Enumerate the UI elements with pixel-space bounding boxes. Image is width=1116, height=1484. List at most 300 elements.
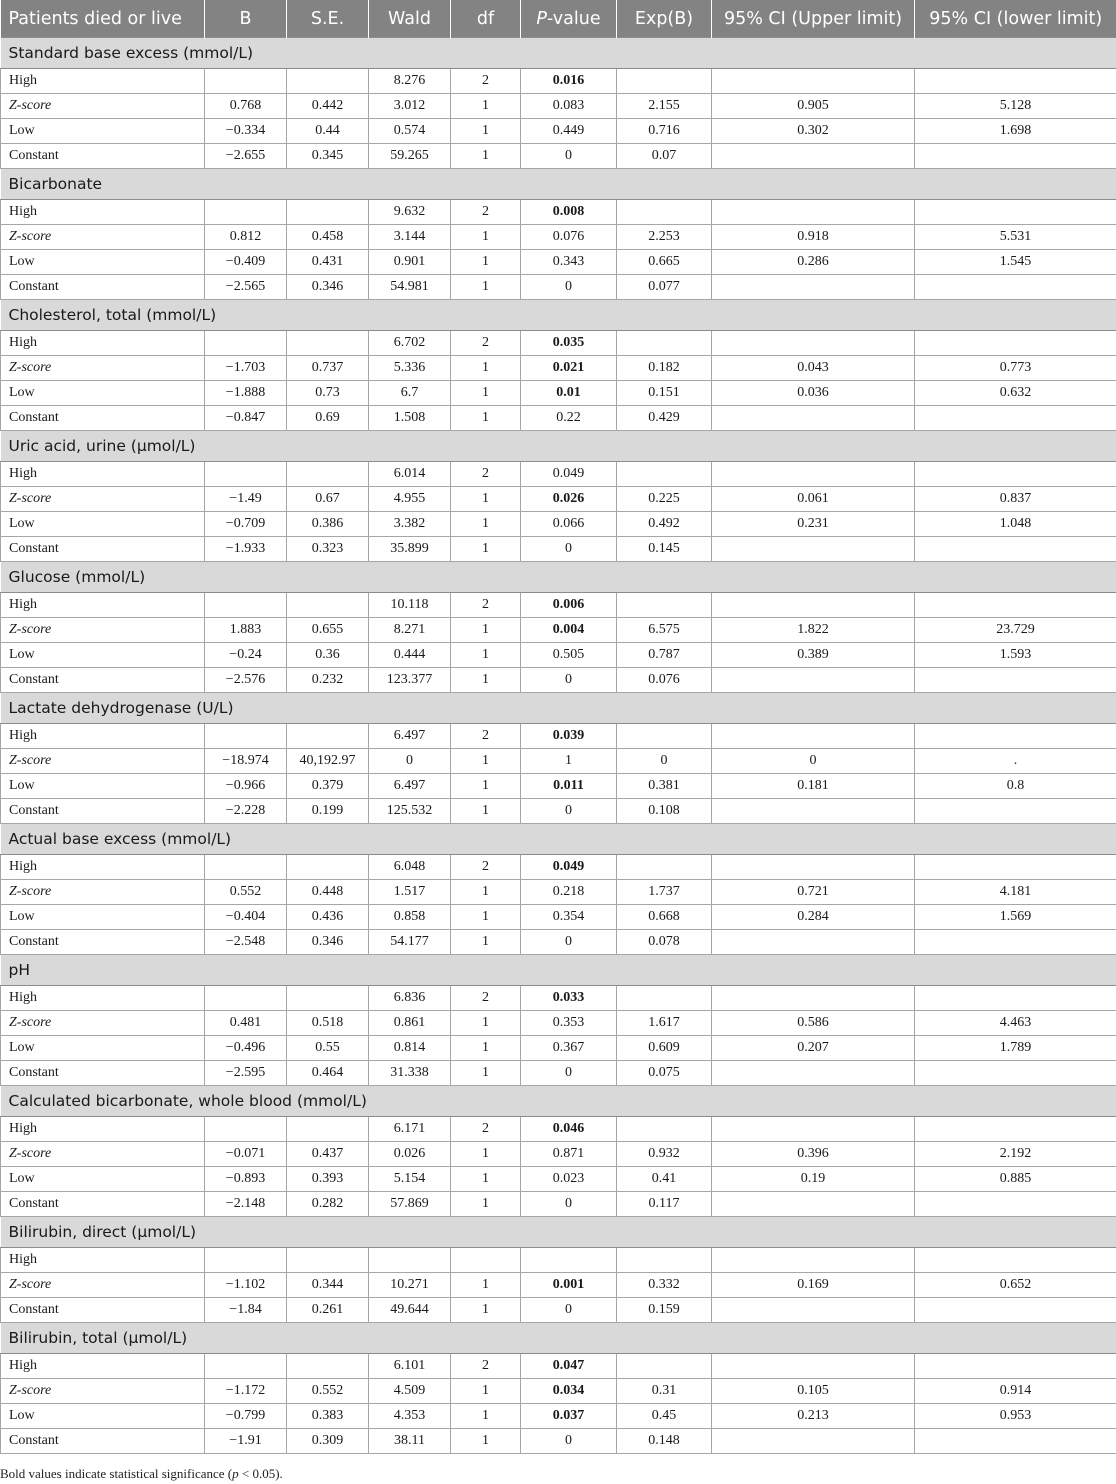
cell-df: 1: [451, 1404, 521, 1429]
cell-p: 0.021: [521, 356, 617, 381]
cell-ci-lower: [915, 930, 1116, 955]
cell-ci-upper: 0.181: [712, 774, 915, 799]
cell-wald: 6.497: [369, 774, 451, 799]
cell-wald: 0.858: [369, 905, 451, 930]
table-row: [1, 1429, 1116, 1454]
cell-se: [287, 462, 369, 487]
cell-expb: 0.076: [617, 668, 712, 693]
cell-ci-upper: [712, 144, 915, 169]
cell-wald: 5.154: [369, 1167, 451, 1192]
cell-ci-lower: [915, 275, 1116, 300]
row-label: Constant: [1, 537, 205, 562]
cell-df: 1: [451, 774, 521, 799]
table-row: [1, 618, 1116, 643]
section-header-row: [1, 1323, 1116, 1354]
cell-ci-lower: [915, 1117, 1116, 1142]
cell-se: [287, 593, 369, 618]
row-label: Z-score: [1, 880, 205, 905]
cell-p: 0.218: [521, 880, 617, 905]
cell-ci-lower: [915, 331, 1116, 356]
cell-df: 1: [451, 487, 521, 512]
cell-b: [205, 462, 287, 487]
row-label: Low: [1, 119, 205, 144]
cell-expb: [617, 593, 712, 618]
section-title: Calculated bicarbonate, whole blood (mmol/L): [1, 1086, 1116, 1117]
cell-ci-lower: [915, 200, 1116, 225]
cell-ci-upper: 0.586: [712, 1011, 915, 1036]
cell-wald: 6.171: [369, 1117, 451, 1142]
cell-p: 0: [521, 1192, 617, 1217]
cell-wald: 6.101: [369, 1354, 451, 1379]
cell-wald: 57.869: [369, 1192, 451, 1217]
row-label: Constant: [1, 1061, 205, 1086]
cell-se: 0.431: [287, 250, 369, 275]
cell-p: 0.083: [521, 94, 617, 119]
cell-wald: 10.118: [369, 593, 451, 618]
cell-ci-lower: [915, 406, 1116, 431]
cell-p: 0.871: [521, 1142, 617, 1167]
cell-se: 0.323: [287, 537, 369, 562]
table-row: [1, 1273, 1116, 1298]
table-row: [1, 1167, 1116, 1192]
cell-expb: 0.108: [617, 799, 712, 824]
cell-expb: [617, 462, 712, 487]
table-row: [1, 1011, 1116, 1036]
section-title: pH: [1, 955, 1116, 986]
cell-df: 1: [451, 381, 521, 406]
cell-ci-upper: 0.286: [712, 250, 915, 275]
cell-p: 0.343: [521, 250, 617, 275]
section-title: Actual base excess (mmol/L): [1, 824, 1116, 855]
cell-df: 1: [451, 144, 521, 169]
cell-df: 1: [451, 1192, 521, 1217]
table-footnote: [0, 1466, 283, 1482]
cell-b: [205, 1117, 287, 1142]
cell-expb: 1.737: [617, 880, 712, 905]
cell-ci-upper: [712, 724, 915, 749]
table-row: [1, 1192, 1116, 1217]
cell-p: 0.505: [521, 643, 617, 668]
cell-ci-lower: 4.181: [915, 880, 1116, 905]
section-title: Glucose (mmol/L): [1, 562, 1116, 593]
cell-se: 0.655: [287, 618, 369, 643]
cell-se: 0.552: [287, 1379, 369, 1404]
cell-df: 2: [451, 200, 521, 225]
table-row: [1, 144, 1116, 169]
cell-wald: 1.508: [369, 406, 451, 431]
cell-ci-upper: 0.918: [712, 225, 915, 250]
cell-b: −2.548: [205, 930, 287, 955]
table-row: [1, 512, 1116, 537]
cell-ci-lower: 23.729: [915, 618, 1116, 643]
cell-expb: [617, 1248, 712, 1273]
cell-wald: 3.144: [369, 225, 451, 250]
cell-se: 0.386: [287, 512, 369, 537]
table-row: [1, 668, 1116, 693]
cell-df: 1: [451, 406, 521, 431]
cell-p: 0: [521, 799, 617, 824]
cell-p: 0: [521, 275, 617, 300]
cell-df: 2: [451, 462, 521, 487]
cell-b: 1.883: [205, 618, 287, 643]
cell-expb: 0.07: [617, 144, 712, 169]
table-row: [1, 986, 1116, 1011]
cell-p: 1: [521, 749, 617, 774]
table-row: [1, 200, 1116, 225]
cell-b: −0.799: [205, 1404, 287, 1429]
cell-ci-lower: [915, 462, 1116, 487]
table-row: [1, 724, 1116, 749]
table-row: [1, 487, 1116, 512]
cell-df: 2: [451, 986, 521, 1011]
cell-se: 0.261: [287, 1298, 369, 1323]
cell-se: 0.518: [287, 1011, 369, 1036]
cell-p: 0: [521, 668, 617, 693]
cell-ci-lower: 0.632: [915, 381, 1116, 406]
section-title: Bilirubin, direct (μmol/L): [1, 1217, 1116, 1248]
cell-expb: [617, 1354, 712, 1379]
cell-ci-upper: [712, 1061, 915, 1086]
cell-df: 1: [451, 643, 521, 668]
cell-ci-upper: [712, 1192, 915, 1217]
cell-wald: 4.955: [369, 487, 451, 512]
cell-wald: 0.026: [369, 1142, 451, 1167]
cell-ci-lower: 5.128: [915, 94, 1116, 119]
cell-df: 2: [451, 855, 521, 880]
cell-ci-upper: [712, 537, 915, 562]
cell-expb: 0.45: [617, 1404, 712, 1429]
cell-expb: [617, 69, 712, 94]
table-row: [1, 855, 1116, 880]
cell-wald: 9.632: [369, 200, 451, 225]
table-row: [1, 1298, 1116, 1323]
cell-df: 1: [451, 225, 521, 250]
cell-wald: 1.517: [369, 880, 451, 905]
cell-wald: 0.901: [369, 250, 451, 275]
table-body: [1, 38, 1116, 1454]
cell-ci-upper: [712, 331, 915, 356]
cell-b: 0.812: [205, 225, 287, 250]
cell-ci-upper: [712, 1117, 915, 1142]
cell-se: [287, 1117, 369, 1142]
cell-ci-lower: [915, 668, 1116, 693]
section-header-row: [1, 824, 1116, 855]
cell-df: 1: [451, 880, 521, 905]
cell-wald: 6.836: [369, 986, 451, 1011]
header-b: B: [205, 0, 287, 38]
table-header: [1, 0, 1116, 38]
cell-p: 0.006: [521, 593, 617, 618]
cell-b: [205, 855, 287, 880]
cell-ci-upper: 0.19: [712, 1167, 915, 1192]
row-label: Z-score: [1, 94, 205, 119]
table-row: [1, 1379, 1116, 1404]
cell-se: 0.437: [287, 1142, 369, 1167]
cell-ci-upper: 0.389: [712, 643, 915, 668]
cell-expb: [617, 200, 712, 225]
cell-ci-lower: 0.914: [915, 1379, 1116, 1404]
section-title: Lactate dehydrogenase (U/L): [1, 693, 1116, 724]
cell-ci-upper: [712, 930, 915, 955]
cell-ci-upper: 0.207: [712, 1036, 915, 1061]
cell-b: −1.933: [205, 537, 287, 562]
cell-ci-lower: 0.885: [915, 1167, 1116, 1192]
section-title: Cholesterol, total (mmol/L): [1, 300, 1116, 331]
cell-wald: 3.012: [369, 94, 451, 119]
row-label: Constant: [1, 406, 205, 431]
cell-expb: 0.668: [617, 905, 712, 930]
cell-p: 0.035: [521, 331, 617, 356]
cell-se: 0.346: [287, 275, 369, 300]
cell-se: 0.737: [287, 356, 369, 381]
cell-b: −0.334: [205, 119, 287, 144]
cell-ci-upper: [712, 593, 915, 618]
cell-df: 1: [451, 905, 521, 930]
cell-p: 0.22: [521, 406, 617, 431]
cell-b: −2.576: [205, 668, 287, 693]
cell-se: [287, 200, 369, 225]
cell-p: 0.004: [521, 618, 617, 643]
cell-se: [287, 1248, 369, 1273]
section-title: Uric acid, urine (μmol/L): [1, 431, 1116, 462]
cell-p: 0.033: [521, 986, 617, 1011]
table-row: [1, 1142, 1116, 1167]
cell-ci-lower: 4.463: [915, 1011, 1116, 1036]
cell-se: [287, 69, 369, 94]
header-row: [1, 0, 1116, 38]
cell-se: 0.383: [287, 1404, 369, 1429]
row-label: Constant: [1, 668, 205, 693]
table-row: [1, 119, 1116, 144]
cell-df: 1: [451, 668, 521, 693]
cell-df: 1: [451, 1298, 521, 1323]
section-header-row: [1, 169, 1116, 200]
cell-ci-upper: [712, 1248, 915, 1273]
row-label: Z-score: [1, 618, 205, 643]
cell-se: 0.436: [287, 905, 369, 930]
cell-p: 0.039: [521, 724, 617, 749]
cell-se: [287, 855, 369, 880]
cell-ci-upper: [712, 275, 915, 300]
table-row: [1, 905, 1116, 930]
section-header-row: [1, 955, 1116, 986]
row-label: Z-score: [1, 1379, 205, 1404]
cell-ci-lower: 1.593: [915, 643, 1116, 668]
cell-ci-upper: [712, 69, 915, 94]
cell-df: 2: [451, 69, 521, 94]
cell-p: 0: [521, 537, 617, 562]
footnote-rest: < 0.05).: [238, 1466, 283, 1481]
cell-df: 1: [451, 250, 521, 275]
cell-expb: [617, 855, 712, 880]
cell-wald: 31.338: [369, 1061, 451, 1086]
cell-p: 0.037: [521, 1404, 617, 1429]
cell-wald: 6.7: [369, 381, 451, 406]
cell-df: 1: [451, 537, 521, 562]
cell-b: −1.888: [205, 381, 287, 406]
cell-ci-upper: [712, 668, 915, 693]
cell-ci-lower: [915, 144, 1116, 169]
cell-ci-upper: 0.036: [712, 381, 915, 406]
row-label: High: [1, 986, 205, 1011]
table-row: [1, 880, 1116, 905]
row-label: High: [1, 462, 205, 487]
cell-b: 0.481: [205, 1011, 287, 1036]
cell-ci-lower: 1.789: [915, 1036, 1116, 1061]
table-row: [1, 462, 1116, 487]
cell-ci-upper: 0.905: [712, 94, 915, 119]
cell-b: −0.24: [205, 643, 287, 668]
row-label: Low: [1, 905, 205, 930]
table-row: [1, 225, 1116, 250]
cell-df: 1: [451, 1036, 521, 1061]
table-row: [1, 381, 1116, 406]
table-row: [1, 69, 1116, 94]
cell-df: 2: [451, 1117, 521, 1142]
cell-df: 1: [451, 749, 521, 774]
cell-expb: 0.332: [617, 1273, 712, 1298]
section-title: Bilirubin, total (μmol/L): [1, 1323, 1116, 1354]
table-row: [1, 593, 1116, 618]
cell-expb: 6.575: [617, 618, 712, 643]
cell-se: 0.309: [287, 1429, 369, 1454]
cell-ci-upper: [712, 1298, 915, 1323]
cell-p: 0.008: [521, 200, 617, 225]
cell-expb: 2.253: [617, 225, 712, 250]
row-label: Constant: [1, 144, 205, 169]
row-label: High: [1, 69, 205, 94]
table-row: [1, 930, 1116, 955]
header-p-value: [521, 0, 617, 38]
footnote-p: p: [232, 1466, 239, 1481]
cell-b: [205, 1354, 287, 1379]
cell-wald: 35.899: [369, 537, 451, 562]
cell-b: [205, 986, 287, 1011]
cell-b: 0.768: [205, 94, 287, 119]
table-row: [1, 749, 1116, 774]
cell-ci-upper: 0.284: [712, 905, 915, 930]
cell-se: 0.69: [287, 406, 369, 431]
section-header-row: [1, 693, 1116, 724]
cell-df: 2: [451, 593, 521, 618]
row-label: High: [1, 1354, 205, 1379]
cell-ci-upper: [712, 1429, 915, 1454]
cell-p: 0.049: [521, 855, 617, 880]
cell-se: 0.448: [287, 880, 369, 905]
cell-p: 0.034: [521, 1379, 617, 1404]
table-row: [1, 94, 1116, 119]
cell-b: −1.703: [205, 356, 287, 381]
cell-b: −1.84: [205, 1298, 287, 1323]
cell-wald: 125.532: [369, 799, 451, 824]
cell-se: 0.458: [287, 225, 369, 250]
section-title: Standard base excess (mmol/L): [1, 38, 1116, 69]
cell-b: −0.847: [205, 406, 287, 431]
cell-ci-lower: 0.8: [915, 774, 1116, 799]
cell-expb: 0.078: [617, 930, 712, 955]
header-p-italic: P: [536, 8, 547, 29]
cell-se: 0.345: [287, 144, 369, 169]
cell-p: 0.449: [521, 119, 617, 144]
cell-ci-lower: [915, 724, 1116, 749]
cell-ci-upper: [712, 1354, 915, 1379]
header-p-rest: -value: [546, 8, 601, 29]
cell-se: [287, 1354, 369, 1379]
cell-wald: 123.377: [369, 668, 451, 693]
cell-se: 0.199: [287, 799, 369, 824]
cell-df: 1: [451, 1273, 521, 1298]
cell-ci-lower: [915, 537, 1116, 562]
cell-b: −2.565: [205, 275, 287, 300]
cell-se: [287, 331, 369, 356]
row-label: Constant: [1, 275, 205, 300]
cell-expb: 0.932: [617, 1142, 712, 1167]
cell-ci-lower: [915, 1429, 1116, 1454]
cell-ci-lower: 0.953: [915, 1404, 1116, 1429]
header-se: S.E.: [287, 0, 369, 38]
cell-b: −18.974: [205, 749, 287, 774]
cell-b: −1.102: [205, 1273, 287, 1298]
cell-expb: [617, 724, 712, 749]
cell-ci-lower: 5.531: [915, 225, 1116, 250]
section-header-row: [1, 562, 1116, 593]
cell-ci-lower: [915, 1248, 1116, 1273]
cell-wald: 3.382: [369, 512, 451, 537]
cell-expb: 1.617: [617, 1011, 712, 1036]
cell-b: 0.552: [205, 880, 287, 905]
row-label: High: [1, 855, 205, 880]
cell-ci-lower: 1.545: [915, 250, 1116, 275]
cell-ci-upper: [712, 462, 915, 487]
cell-se: 0.464: [287, 1061, 369, 1086]
cell-wald: 5.336: [369, 356, 451, 381]
section-header-row: [1, 431, 1116, 462]
cell-b: −0.893: [205, 1167, 287, 1192]
cell-b: −1.172: [205, 1379, 287, 1404]
row-label: Low: [1, 1167, 205, 1192]
cell-expb: 0.077: [617, 275, 712, 300]
cell-wald: 4.509: [369, 1379, 451, 1404]
cell-expb: [617, 986, 712, 1011]
table-row: [1, 643, 1116, 668]
cell-wald: 38.11: [369, 1429, 451, 1454]
cell-p: 0.367: [521, 1036, 617, 1061]
cell-expb: 0.716: [617, 119, 712, 144]
row-label: Low: [1, 512, 205, 537]
cell-b: −2.655: [205, 144, 287, 169]
header-df: df: [451, 0, 521, 38]
cell-p: 0: [521, 1429, 617, 1454]
cell-expb: 0.787: [617, 643, 712, 668]
cell-b: −2.148: [205, 1192, 287, 1217]
cell-df: [451, 1248, 521, 1273]
cell-ci-upper: 0.105: [712, 1379, 915, 1404]
row-label: High: [1, 724, 205, 749]
cell-ci-upper: 0.213: [712, 1404, 915, 1429]
cell-p: 0.046: [521, 1117, 617, 1142]
cell-b: [205, 200, 287, 225]
cell-b: [205, 724, 287, 749]
row-label: Low: [1, 774, 205, 799]
cell-expb: 2.155: [617, 94, 712, 119]
footnote-text: Bold values indicate statistical significance (: [0, 1466, 233, 1481]
cell-b: [205, 1248, 287, 1273]
row-label: Z-score: [1, 1011, 205, 1036]
cell-df: 1: [451, 799, 521, 824]
cell-ci-lower: [915, 1192, 1116, 1217]
cell-df: 1: [451, 1061, 521, 1086]
cell-wald: 8.271: [369, 618, 451, 643]
